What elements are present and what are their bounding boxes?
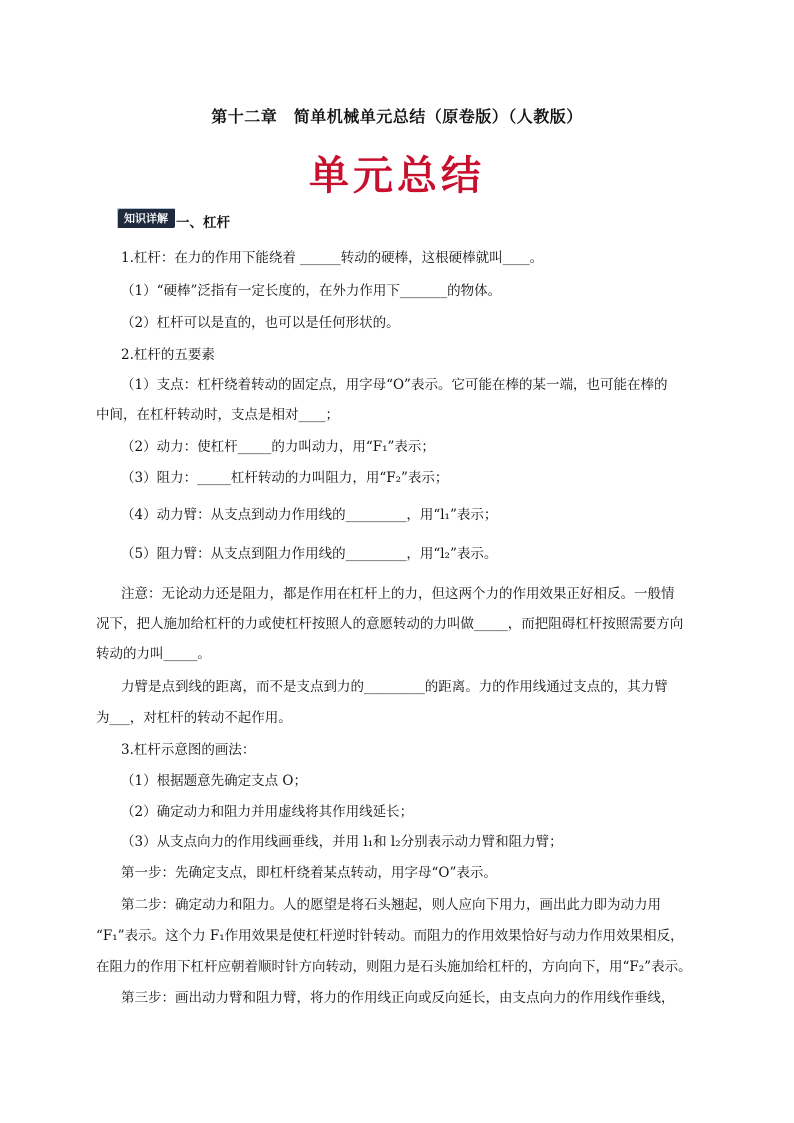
text-line: （3）阻力：_____杠杆转动的力叫阻力，用“F₂”表示； bbox=[121, 470, 449, 486]
text-line: （5）阻力臂：从支点到阻力作用线的_________，用“l₂”表示。 bbox=[121, 546, 498, 562]
unit-summary-banner: 单元总结 bbox=[309, 153, 485, 199]
text-line: （2）动力：使杠杆_____的力叫动力，用“F₁”表示； bbox=[121, 439, 435, 455]
text-line: （4）动力臂：从支点到动力作用线的_________，用“l₁”表示； bbox=[121, 507, 498, 523]
text-line: 中间，在杠杆转动时，支点是相对____； bbox=[96, 407, 339, 423]
text-line: 力臂是点到线的距离，而不是支点到力的_________的距离。力的作用线通过支点的，其力臂 bbox=[121, 679, 668, 695]
text-line: （2）杠杆可以是直的，也可以是任何形状的。 bbox=[121, 315, 400, 331]
text-line: （1）支点：杠杆绕着转动的固定点，用字母“O”表示。它可能在棒的某一端，也可能在棒的 bbox=[121, 377, 668, 393]
document-title: 第十二章 简单机械单元总结（原卷版）（人教版） bbox=[211, 107, 583, 126]
text-line: 注意：无论动力还是阻力，都是作用在杠杆上的力，但这两个力的作用效果正好相反。一般情 bbox=[121, 586, 675, 602]
text-line: （1）根据题意先确定支点 O； bbox=[121, 773, 307, 789]
text-line: “F₁”表示。这个力 F₁作用效果是使杠杆逆时针转动。而阻力的作用效果恰好与动力作用效果相反， bbox=[96, 928, 684, 944]
text-line: 转动的力叫_____。 bbox=[96, 646, 211, 662]
text-line: （3）从支点向力的作用线画垂线，并用 l₁和 l₂分别表示动力臂和阻力臂； bbox=[121, 834, 563, 850]
text-line: 第一步：先确定支点，即杠杆绕着某点转动，用字母“O”表示。 bbox=[121, 865, 497, 881]
text-line: 第二步：确定动力和阻力。人的愿望是将石头翘起，则人应向下用力，画出此力即为动力用 bbox=[121, 897, 661, 913]
text-line: 3.杠杆示意图的画法： bbox=[121, 742, 256, 758]
text-line: （1）“硬棒”泛指有一定长度的，在外力作用下_______的物体。 bbox=[121, 283, 502, 299]
section-heading: 一、杠杆 bbox=[176, 215, 230, 231]
text-line: 2.杠杆的五要素 bbox=[121, 347, 215, 363]
text-line: 况下，把人施加给杠杆的力或使杠杆按照人的意愿转动的力叫做_____，而把阻碍杠杆按照需要方向 bbox=[96, 616, 684, 632]
text-line: （2）确定动力和阻力并用虚线将其作用线延长； bbox=[121, 804, 414, 820]
text-line: 在阻力的作用下杠杆应朝着顺时针方向转动，则阻力是石头施加给杠杆的，方向向下，用“F₂”表示。 bbox=[96, 959, 692, 975]
text-line: 1.杠杆：在力的作用下能绕着 ______转动的硬棒，这根硬棒就叫____。 bbox=[121, 250, 544, 266]
knowledge-badge: 知识详解 bbox=[117, 208, 175, 228]
text-line: 为___，对杠杆的转动不起作用。 bbox=[96, 710, 292, 726]
text-line: 第三步：画出动力臂和阻力臂，将力的作用线正向或反向延长，由支点向力的作用线作垂线， bbox=[121, 990, 675, 1006]
